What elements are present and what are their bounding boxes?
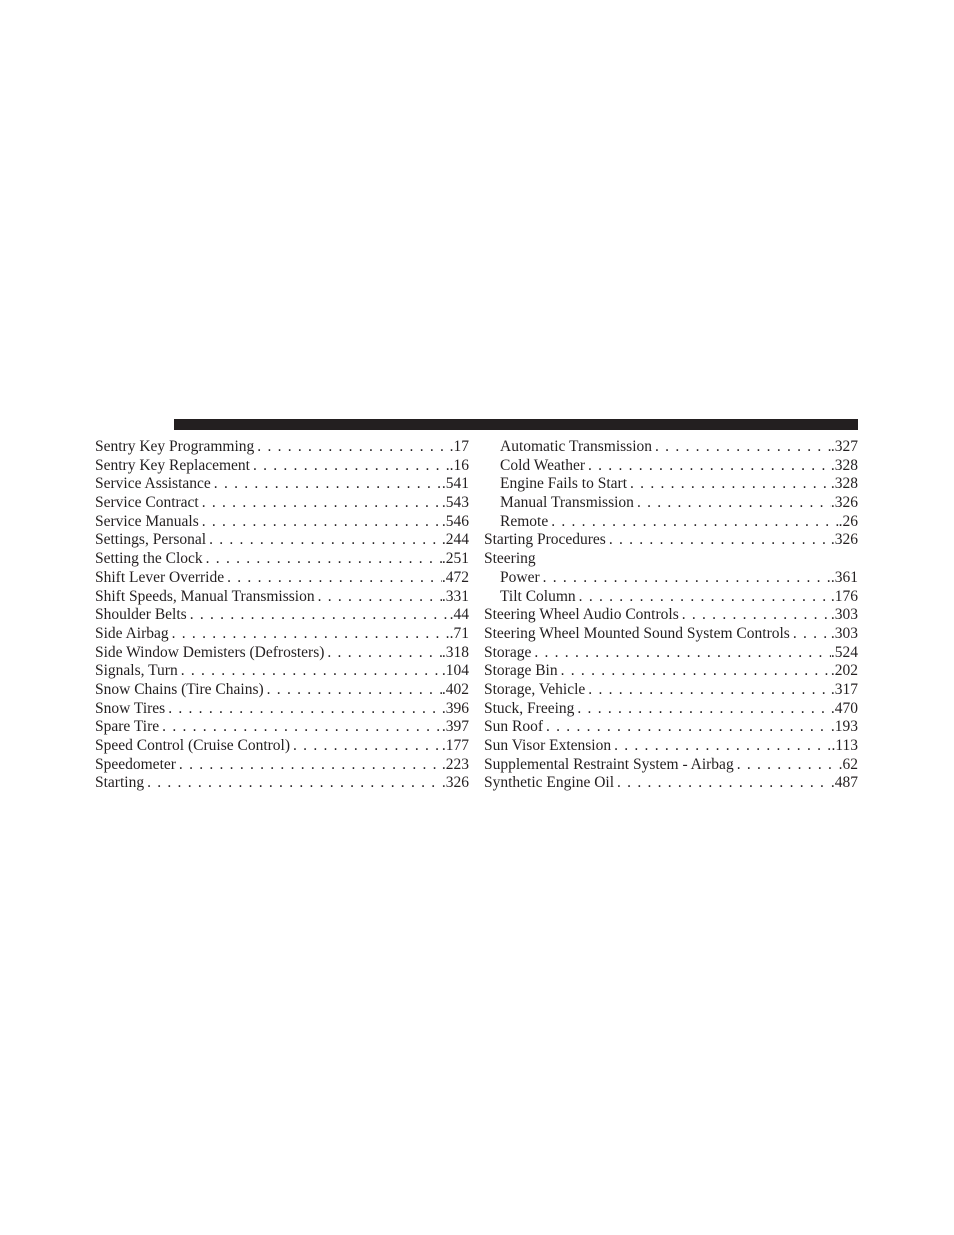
- index-entry: [484, 475, 858, 494]
- index-entry: [484, 662, 858, 681]
- index-entry: [95, 737, 469, 756]
- index-entry-term: Settings, Personal: [95, 531, 207, 549]
- dot-leader: [202, 513, 442, 532]
- index-entry-term: Automatic Transmission: [500, 438, 653, 455]
- index-entry-term: Shoulder Belts: [95, 606, 187, 624]
- dot-leader: [179, 756, 442, 775]
- dot-leader: [534, 644, 831, 663]
- index-entry: [484, 625, 858, 644]
- index-entry: [484, 644, 858, 663]
- index-entry-page-number: . 17: [450, 438, 469, 457]
- dot-leader: [214, 475, 442, 494]
- index-entry: [484, 737, 858, 756]
- index-entry-page-number: . 361: [831, 569, 858, 588]
- index-entry-page-number: . 327: [831, 438, 858, 457]
- dot-leader: [737, 756, 839, 775]
- dot-leader: [206, 550, 442, 569]
- dot-leader: [327, 644, 441, 663]
- index-entry-page-number: . 397: [442, 718, 469, 737]
- index-entry-page-number: . 396: [442, 700, 469, 719]
- dot-leader: [588, 457, 831, 476]
- index-entry-term: Tilt Column: [500, 587, 576, 605]
- dot-leader: [181, 662, 442, 681]
- index-entry-page-number: . 328: [831, 457, 858, 476]
- index-entry-term: Side Airbag: [95, 624, 169, 642]
- dot-leader: [168, 700, 442, 719]
- dot-leader: [614, 737, 831, 756]
- index-entry-term: Spare Tire: [95, 718, 160, 736]
- dot-leader: [637, 494, 831, 513]
- index-entry: [484, 494, 858, 513]
- index-entry-term: Storage Bin: [484, 662, 558, 680]
- index-entry-page-number: . 26: [839, 513, 858, 532]
- index-entry-term: Speed Control (Cruise Control): [95, 737, 291, 754]
- index-entry-page-number: . 524: [831, 644, 858, 663]
- dot-leader: [147, 774, 442, 793]
- index-entry-page-number: . 62: [839, 756, 858, 775]
- index-entry-page-number: . 223: [442, 756, 469, 775]
- index-entry: [484, 700, 858, 719]
- index-entry-page-number: . 104: [442, 662, 469, 681]
- index-entry-page-number: . 328: [831, 475, 858, 494]
- index-entry: [484, 531, 858, 550]
- index-entry: [484, 606, 858, 625]
- index-entry: [95, 438, 469, 457]
- index-entry: [95, 625, 469, 644]
- index-entry-term: Synthetic Engine Oil: [484, 774, 615, 792]
- dot-leader: [227, 569, 442, 588]
- index-entry-term: Sentry Key Replacement: [95, 456, 250, 474]
- dot-leader: [682, 606, 831, 625]
- index-entry-term: Signals, Turn: [95, 662, 178, 680]
- index-entry-term: Remote: [500, 512, 549, 530]
- index-entry: [484, 588, 858, 607]
- index-entry: [484, 569, 858, 588]
- index-entry-page-number: . 543: [442, 494, 469, 513]
- index-entry-term: Steering: [484, 550, 536, 568]
- index-entry-page-number: . 546: [442, 513, 469, 532]
- index-entry-page-number: . 44: [450, 606, 469, 625]
- index-entry-term: Engine Fails to Start: [500, 475, 628, 493]
- index-entry-page-number: . 303: [831, 606, 858, 625]
- index-entry-term: Side Window Demisters (Defrosters): [95, 643, 325, 661]
- index-entry-term: Speedometer: [95, 755, 176, 773]
- index-entry-page-number: . 326: [442, 774, 469, 793]
- index-entry-term: Steering Wheel Mounted Sound System Controls: [484, 624, 790, 642]
- index-entry: [484, 718, 858, 737]
- index-entry-page-number: . 470: [831, 700, 858, 719]
- dot-leader: [609, 531, 831, 550]
- dot-leader: [793, 625, 831, 644]
- index-entry: [95, 606, 469, 625]
- index-entry-page-number: . 326: [831, 494, 858, 513]
- index-entry: [484, 513, 858, 532]
- dot-leader: [543, 569, 831, 588]
- index-entry-page-number: . 177: [442, 737, 469, 756]
- index-entry-term: Service Manuals: [95, 512, 199, 530]
- index-entry-term: Cold Weather: [500, 456, 585, 474]
- index-entry-page-number: . 317: [831, 681, 858, 700]
- index-entry-term: Setting the Clock: [95, 550, 203, 568]
- index-entry-term: Sentry Key Programming: [95, 438, 255, 455]
- index-entry: [95, 588, 469, 607]
- dot-leader: [253, 457, 450, 476]
- index-column-left: [95, 438, 469, 793]
- index-entry-term: Supplemental Restraint System - Airbag: [484, 755, 734, 773]
- index-entry-term: Steering Wheel Audio Controls: [484, 606, 679, 624]
- index-entry-page-number: . 303: [831, 625, 858, 644]
- dot-leader: [551, 513, 838, 532]
- index-entry-page-number: . 487: [831, 774, 858, 793]
- index-entry: [95, 569, 469, 588]
- index-entry: [95, 457, 469, 476]
- index-entry: [95, 700, 469, 719]
- index-entry: [484, 457, 858, 476]
- dot-leader: [630, 475, 831, 494]
- index-entry: [95, 718, 469, 737]
- dot-leader: [293, 737, 442, 756]
- index-entry-term: Storage: [484, 643, 532, 661]
- index-entry: [95, 550, 469, 569]
- index-entry-term: Shift Speeds, Manual Transmission: [95, 587, 315, 605]
- index-entry: [95, 662, 469, 681]
- index-entry-page-number: . 318: [442, 644, 469, 663]
- index-entry-term: Sun Roof: [484, 718, 543, 736]
- index-entry: [95, 774, 469, 793]
- index-entry-page-number: . 113: [831, 737, 858, 756]
- index-entry-term: Service Contract: [95, 494, 199, 512]
- index-entry: [484, 681, 858, 700]
- index-entry-term: Sun Visor Extension: [484, 737, 612, 754]
- dot-leader: [267, 681, 442, 700]
- dot-leader: [577, 700, 830, 719]
- index-entry-page-number: . 326: [831, 531, 858, 550]
- index-entry-term: Starting: [95, 774, 145, 792]
- index-entry-page-number: . 472: [442, 569, 469, 588]
- dot-leader: [162, 718, 442, 737]
- index-entry: [484, 774, 858, 793]
- index-entry: [95, 531, 469, 550]
- index-entry: [95, 475, 469, 494]
- dot-leader: [617, 774, 831, 793]
- index-entry: [484, 550, 858, 569]
- dot-leader: [546, 718, 831, 737]
- index-entry-page-number: . 402: [442, 681, 469, 700]
- index-entry-term: Manual Transmission: [500, 494, 634, 512]
- index-entry-page-number: . 541: [442, 475, 469, 494]
- index-entry-page-number: . 244: [442, 531, 469, 550]
- index-entry-term: Power: [500, 568, 540, 586]
- index-entry: [484, 438, 858, 457]
- dot-leader: [561, 662, 831, 681]
- dot-leader: [202, 494, 442, 513]
- index-entry: [95, 644, 469, 663]
- index-entry-term: Snow Chains (Tire Chains): [95, 680, 264, 698]
- index-entry-page-number: . 16: [450, 457, 469, 476]
- index-entry-page-number: . 193: [831, 718, 858, 737]
- dot-leader: [579, 588, 831, 607]
- index-entry-term: Service Assistance: [95, 475, 211, 493]
- index-entry-page-number: . 71: [450, 625, 469, 644]
- dot-leader: [209, 531, 442, 550]
- dot-leader: [190, 606, 450, 625]
- dot-leader: [257, 438, 449, 457]
- index-entry-term: Starting Procedures: [484, 531, 606, 549]
- dot-leader: [172, 625, 450, 644]
- index-entry: [95, 681, 469, 700]
- index-entry: [95, 494, 469, 513]
- dot-leader: [588, 681, 831, 700]
- index-entry: [95, 513, 469, 532]
- index-entry-page-number: . 251: [442, 550, 469, 569]
- index-entry-page-number: . 331: [442, 588, 469, 607]
- index-entry-term: Storage, Vehicle: [484, 680, 586, 698]
- index-entry-term: Stuck, Freeing: [484, 699, 575, 717]
- index-entry-term: Snow Tires: [95, 699, 166, 717]
- dot-leader: [655, 438, 831, 457]
- index-column-right: [484, 438, 858, 793]
- index-entry: [95, 756, 469, 775]
- index-entry: [484, 756, 858, 775]
- header-rule-bar: [174, 419, 858, 430]
- dot-leader: [318, 588, 442, 607]
- index-entry-page-number: . 202: [831, 662, 858, 681]
- index-entry-term: Shift Lever Override: [95, 568, 225, 586]
- index-entry-page-number: . 176: [831, 588, 858, 607]
